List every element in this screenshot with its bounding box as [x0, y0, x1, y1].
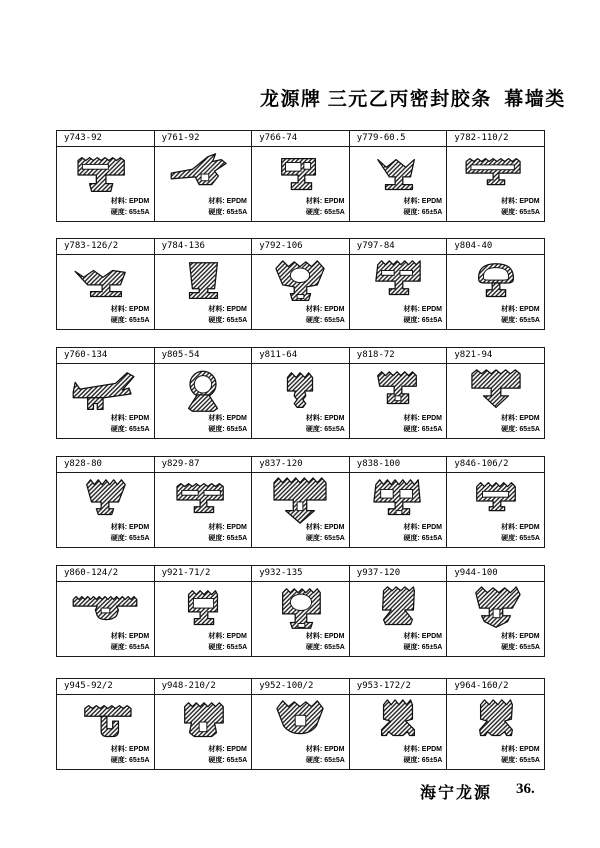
catalog-cell: [350, 348, 448, 438]
model-number: y932-135: [252, 566, 349, 582]
material-line: 材料: EPDM: [208, 415, 247, 422]
material-line: 材料: EPDM: [110, 524, 150, 531]
material-specs: [404, 745, 443, 766]
profile-drawing-icon: [352, 366, 444, 418]
hardness-line: 硬度: 65±5A: [208, 208, 248, 216]
model-number: y805-54: [155, 348, 252, 364]
profile-drawing-icon: [254, 584, 346, 636]
material-line: 材料: EPDM: [208, 198, 247, 205]
profile-drawing-icon: [157, 475, 249, 527]
material-specs: [501, 632, 540, 653]
hardness-line: 硬度: 65±5A: [110, 208, 150, 216]
model-number: y760-134: [57, 348, 154, 364]
model-number: y779-60.5: [350, 131, 447, 147]
hardness-line: 硬度: 65±5A: [110, 534, 150, 542]
page-title: 龙源牌 三元乙丙密封胶条 幕墙类: [260, 89, 566, 110]
catalog-cell: [447, 131, 544, 221]
hardness-line: 硬度: 65±5A: [110, 756, 150, 764]
catalog-cell: [447, 239, 544, 329]
material-specs: [501, 414, 540, 435]
material-line: 材料: EPDM: [305, 415, 345, 422]
material-line: 材料: EPDM: [501, 524, 540, 531]
model-number: y797-84: [350, 239, 447, 255]
material-specs: [404, 305, 443, 326]
catalog-cell: [57, 566, 155, 656]
model-number: y952-100/2: [252, 679, 349, 695]
catalog-row-3: [56, 347, 545, 439]
profile-drawing-icon: [157, 366, 249, 418]
hardness-line: 硬度: 65±5A: [501, 643, 540, 651]
material-line: 材料: EPDM: [305, 198, 345, 205]
catalog-cell: [252, 566, 350, 656]
material-specs: [404, 632, 443, 653]
hardness-line: 硬度: 65±5A: [501, 425, 540, 433]
material-line: 材料: EPDM: [403, 198, 443, 205]
hardness-line: 硬度: 65±5A: [305, 643, 345, 651]
material-line: 材料: EPDM: [501, 306, 540, 313]
model-number: y811-64: [252, 348, 349, 364]
material-line: 材料: EPDM: [501, 746, 540, 753]
material-line: 材料: EPDM: [501, 198, 540, 205]
profile-drawing-icon: [59, 149, 151, 201]
model-number: y837-120: [252, 457, 349, 473]
profile-drawing-icon: [352, 149, 444, 201]
material-specs: [111, 305, 150, 326]
model-number: y921-71/2: [155, 566, 252, 582]
hardness-line: 硬度: 65±5A: [403, 534, 443, 542]
hardness-line: 硬度: 65±5A: [403, 208, 443, 216]
model-number: y828-80: [57, 457, 154, 473]
material-specs: [208, 414, 247, 435]
profile-drawing-icon: [59, 584, 151, 636]
material-line: 材料: EPDM: [208, 524, 247, 531]
profile-drawing-icon: [59, 366, 151, 418]
material-line: 材料: EPDM: [110, 633, 150, 640]
profile-drawing-icon: [254, 366, 346, 418]
profile-drawing-icon: [450, 257, 542, 309]
catalog-cell: [252, 679, 350, 769]
material-line: 材料: EPDM: [305, 524, 345, 531]
catalog-row-4: [56, 456, 545, 548]
material-specs: [501, 523, 540, 544]
model-number: y964-160/2: [447, 679, 544, 695]
material-specs: [111, 745, 150, 766]
hardness-line: 硬度: 65±5A: [403, 756, 443, 764]
catalog-cell: [57, 679, 155, 769]
profile-drawing-icon: [352, 697, 444, 749]
hardness-line: 硬度: 65±5A: [501, 208, 540, 216]
hardness-line: 硬度: 65±5A: [305, 316, 345, 324]
material-line: 材料: EPDM: [305, 306, 345, 313]
model-number: y945-92/2: [57, 679, 154, 695]
material-line: 材料: EPDM: [110, 198, 150, 205]
model-number: y784-136: [155, 239, 252, 255]
hardness-line: 硬度: 65±5A: [305, 756, 345, 764]
material-specs: [501, 305, 540, 326]
profile-drawing-icon: [157, 149, 249, 201]
material-line: 材料: EPDM: [305, 633, 345, 640]
material-line: 材料: EPDM: [403, 306, 443, 313]
material-specs: [306, 632, 345, 653]
hardness-line: 硬度: 65±5A: [110, 425, 150, 433]
hardness-line: 硬度: 65±5A: [403, 316, 443, 324]
profile-drawing-icon: [352, 584, 444, 636]
material-specs: [404, 523, 443, 544]
hardness-line: 硬度: 65±5A: [208, 316, 248, 324]
hardness-line: 硬度: 65±5A: [403, 643, 443, 651]
catalog-cell: [350, 239, 448, 329]
profile-drawing-icon: [254, 475, 346, 527]
catalog-cell: [155, 566, 253, 656]
catalog-cell: [57, 348, 155, 438]
model-number: y766-74: [252, 131, 349, 147]
material-line: 材料: EPDM: [208, 633, 247, 640]
material-line: 材料: EPDM: [110, 746, 150, 753]
material-specs: [208, 745, 247, 766]
profile-drawing-icon: [254, 149, 346, 201]
catalog-cell: [155, 239, 253, 329]
profile-drawing-icon: [157, 257, 249, 309]
catalog-cell: [252, 348, 350, 438]
catalog-row-6: [56, 678, 545, 770]
catalog-cell: [57, 239, 155, 329]
catalog-cell: [350, 679, 448, 769]
model-number: y860-124/2: [57, 566, 154, 582]
profile-drawing-icon: [352, 257, 444, 309]
material-specs: [111, 632, 150, 653]
hardness-line: 硬度: 65±5A: [305, 534, 345, 542]
catalog-cell: [350, 131, 448, 221]
material-line: 材料: EPDM: [110, 415, 150, 422]
hardness-line: 硬度: 65±5A: [305, 425, 345, 433]
model-number: y953-172/2: [350, 679, 447, 695]
model-number: y838-100: [350, 457, 447, 473]
material-specs: [306, 414, 345, 435]
catalog-cell: [350, 566, 448, 656]
material-line: 材料: EPDM: [501, 415, 540, 422]
footer-company: 海宁龙源: [420, 785, 493, 802]
profile-drawing-icon: [450, 475, 542, 527]
material-specs: [111, 523, 150, 544]
model-number: y821-94: [447, 348, 544, 364]
material-specs: [208, 197, 247, 218]
hardness-line: 硬度: 65±5A: [110, 643, 150, 651]
hardness-line: 硬度: 65±5A: [208, 534, 248, 542]
catalog-cell: [252, 457, 350, 547]
material-specs: [111, 414, 150, 435]
profile-drawing-icon: [157, 697, 249, 749]
profile-drawing-icon: [59, 257, 151, 309]
model-number: y948-210/2: [155, 679, 252, 695]
material-specs: [306, 745, 345, 766]
hardness-line: 硬度: 65±5A: [208, 643, 248, 651]
material-line: 材料: EPDM: [110, 306, 150, 313]
catalog-cell: [155, 348, 253, 438]
material-specs: [208, 523, 247, 544]
model-number: y792-106: [252, 239, 349, 255]
catalog-row-1: [56, 130, 545, 222]
profile-drawing-icon: [59, 475, 151, 527]
material-specs: [306, 305, 345, 326]
profile-drawing-icon: [450, 584, 542, 636]
material-specs: [404, 197, 443, 218]
model-number: y804-40: [447, 239, 544, 255]
catalog-cell: [155, 679, 253, 769]
catalog-row-5: [56, 565, 545, 657]
material-specs: [208, 305, 247, 326]
material-line: 材料: EPDM: [305, 746, 345, 753]
hardness-line: 硬度: 65±5A: [501, 756, 540, 764]
material-specs: [501, 745, 540, 766]
material-specs: [111, 197, 150, 218]
profile-drawing-icon: [450, 149, 542, 201]
catalog-cell: [350, 457, 448, 547]
hardness-line: 硬度: 65±5A: [305, 208, 345, 216]
hardness-line: 硬度: 65±5A: [501, 316, 540, 324]
material-line: 材料: EPDM: [208, 306, 247, 313]
catalog-cell: [447, 348, 544, 438]
catalog-cell: [447, 566, 544, 656]
catalog-cell: [57, 131, 155, 221]
catalog-cell: [155, 131, 253, 221]
material-line: 材料: EPDM: [403, 524, 443, 531]
profile-drawing-icon: [450, 697, 542, 749]
catalog-cell: [447, 457, 544, 547]
material-line: 材料: EPDM: [403, 415, 443, 422]
catalog-cell: [447, 679, 544, 769]
material-line: 材料: EPDM: [403, 633, 443, 640]
profile-drawing-icon: [59, 697, 151, 749]
model-number: y783-126/2: [57, 239, 154, 255]
hardness-line: 硬度: 65±5A: [501, 534, 540, 542]
hardness-line: 硬度: 65±5A: [403, 425, 443, 433]
material-specs: [501, 197, 540, 218]
material-line: 材料: EPDM: [208, 746, 247, 753]
catalog-row-2: [56, 238, 545, 330]
hardness-line: 硬度: 65±5A: [208, 756, 248, 764]
profile-drawing-icon: [254, 697, 346, 749]
material-specs: [208, 632, 247, 653]
model-number: y829-87: [155, 457, 252, 473]
material-line: 材料: EPDM: [403, 746, 443, 753]
model-number: y782-110/2: [447, 131, 544, 147]
model-number: y937-120: [350, 566, 447, 582]
model-number: y761-92: [155, 131, 252, 147]
material-specs: [306, 197, 345, 218]
profile-drawing-icon: [157, 584, 249, 636]
catalog-cell: [57, 457, 155, 547]
catalog-cell: [155, 457, 253, 547]
catalog-cell: [252, 239, 350, 329]
profile-drawing-icon: [352, 475, 444, 527]
hardness-line: 硬度: 65±5A: [110, 316, 150, 324]
profile-drawing-icon: [254, 257, 346, 309]
model-number: y818-72: [350, 348, 447, 364]
hardness-line: 硬度: 65±5A: [208, 425, 248, 433]
model-number: y944-100: [447, 566, 544, 582]
model-number: y846-106/2: [447, 457, 544, 473]
material-specs: [404, 414, 443, 435]
material-line: 材料: EPDM: [501, 633, 540, 640]
footer-page-number: 36.: [516, 781, 535, 797]
profile-drawing-icon: [450, 366, 542, 418]
catalog-cell: [252, 131, 350, 221]
material-specs: [306, 523, 345, 544]
model-number: y743-92: [57, 131, 154, 147]
